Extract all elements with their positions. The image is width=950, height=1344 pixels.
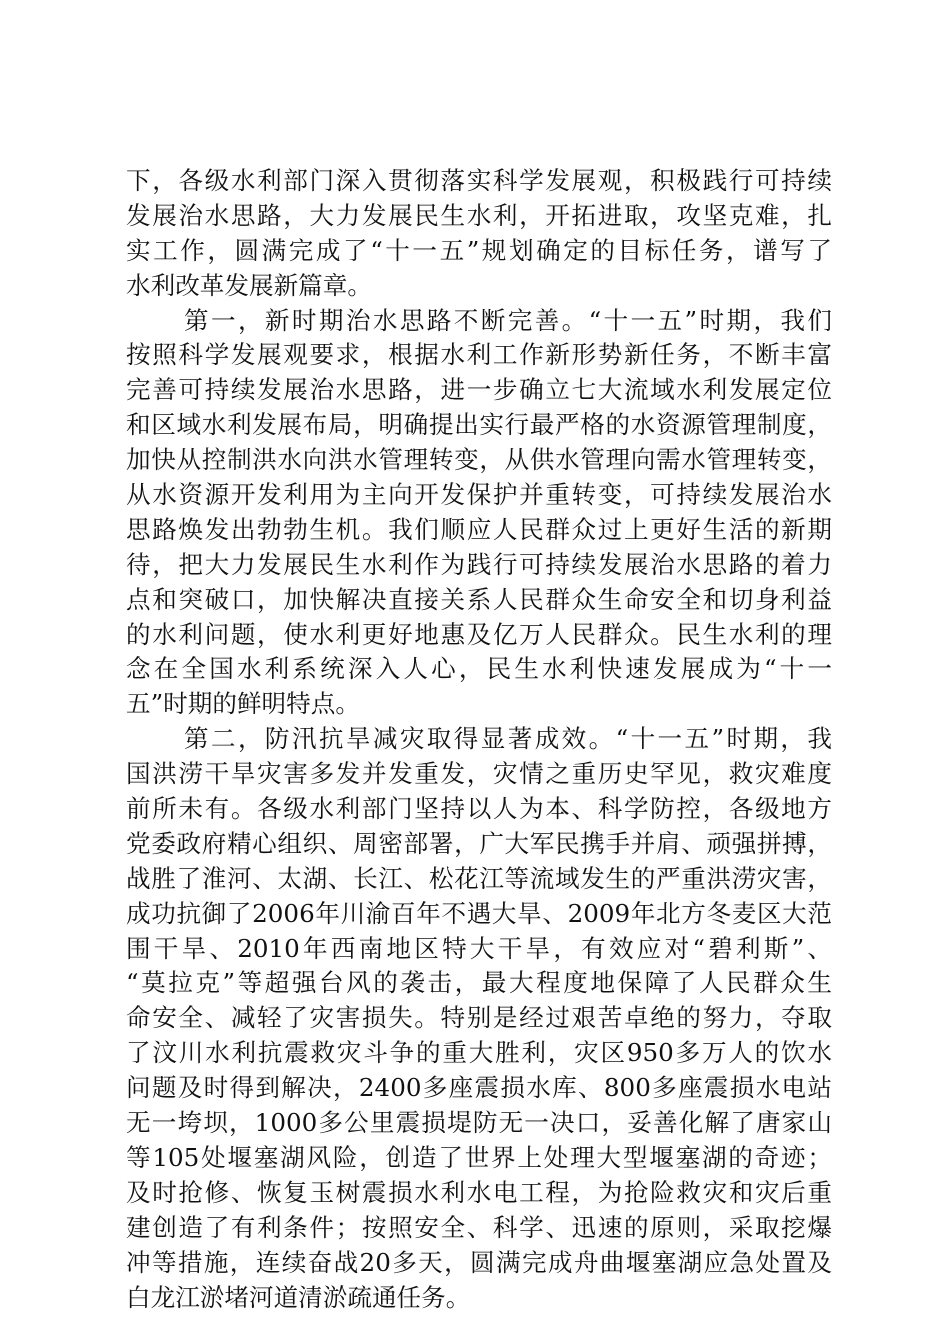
paragraph-2-line: 完善可持续发展治水思路，进一步确立七大流域水利发展定位 — [126, 375, 832, 405]
paragraph-3-line: 党委政府精心组织、周密部署，广大军民携手并肩、顽强拼搏， — [126, 828, 832, 858]
paragraph-3-line: “莫拉克”等超强台风的袭击，最大程度地保障了人民群众生 — [126, 968, 832, 998]
paragraph-3-line: 成功抗御了2006年川渝百年不遇大旱、2009年北方冬麦区大范 — [126, 898, 832, 928]
paragraph-3-line: 白龙江淤堵河道清淤疏通任务。 — [126, 1282, 471, 1312]
body-text — [126, 164, 832, 1315]
paragraph-3-line: 国洪涝干旱灾害多发并发重发，灾情之重历史罕见，救灾难度 — [126, 759, 832, 789]
paragraph-3-line: 围干旱、2010年西南地区特大干旱，有效应对“碧利斯”、 — [126, 933, 832, 963]
paragraph-2-line: 思路焕发出勃勃生机。我们顺应人民群众过上更好生活的新期 — [126, 514, 832, 544]
paragraph-2-line: 按照科学发展观要求，根据水利工作新形势新任务，不断丰富 — [126, 340, 832, 370]
paragraph-3-line: 等105处堰塞湖风险，创造了世界上处理大型堰塞湖的奇迹； — [126, 1142, 832, 1172]
paragraph-1-line: 实工作，圆满完成了“十一五”规划确定的目标任务，谱写了 — [126, 235, 832, 265]
paragraph-3-line: 冲等措施，连续奋战20多天，圆满完成舟曲堰塞湖应急处置及 — [126, 1247, 832, 1277]
paragraph-1-line: 水利改革发展新篇章。 — [126, 270, 372, 300]
paragraph-3-line: 命安全、减轻了灾害损失。特别是经过艰苦卓绝的努力，夺取 — [126, 1003, 832, 1033]
paragraph-3-line: 了汶川水利抗震救灾斗争的重大胜利，灾区950多万人的饮水 — [126, 1038, 832, 1068]
paragraph-2-line: 和区域水利发展布局，明确提出实行最严格的水资源管理制度， — [126, 410, 832, 440]
paragraph-3-line: 建创造了有利条件；按照安全、科学、迅速的原则，采取挖爆 — [126, 1212, 832, 1242]
paragraph-1-line: 下，各级水利部门深入贯彻落实科学发展观，积极践行可持续 — [126, 166, 832, 195]
paragraph-2-line: 待，把大力发展民生水利作为践行可持续发展治水思路的着力 — [126, 549, 832, 579]
paragraph-2-line: 点和突破口，加快解决直接关系人民群众生命安全和切身利益 — [126, 584, 832, 614]
paragraph-3-line: 无一垮坝，1000多公里震损堤防无一决口，妥善化解了唐家山 — [126, 1108, 832, 1138]
paragraph-3-line: 第二，防汛抗旱减灾取得显著成效。“十一五”时期，我 — [184, 724, 832, 754]
paragraph-2-line: 第一，新时期治水思路不断完善。“十一五”时期，我们 — [184, 305, 832, 335]
paragraph-3-line: 问题及时得到解决，2400多座震损水库、800多座震损水电站 — [126, 1073, 832, 1103]
paragraph-2-line: 加快从控制洪水向洪水管理转变，从供水管理向需水管理转变， — [126, 445, 832, 475]
paragraph-2-line: 从水资源开发利用为主向开发保护并重转变，可持续发展治水 — [126, 480, 832, 510]
paragraph-1-line: 发展治水思路，大力发展民生水利，开拓进取，攻坚克难，扎 — [126, 200, 832, 230]
paragraph-2-line: 的水利问题，使水利更好地惠及亿万人民群众。民生水利的理 — [126, 619, 832, 649]
paragraph-2-line: 五”时期的鲜明特点。 — [126, 689, 360, 719]
paragraph-3-line: 及时抢修、恢复玉树震损水利水电工程，为抢险救灾和灾后重 — [126, 1177, 832, 1207]
paragraph-2-line: 念在全国水利系统深入人心，民生水利快速发展成为“十一 — [126, 654, 832, 684]
paragraph-3-line: 战胜了淮河、太湖、长江、松花江等流域发生的严重洪涝灾害， — [126, 863, 832, 893]
paragraph-3-line: 前所未有。各级水利部门坚持以人为本、科学防控，各级地方 — [126, 794, 832, 824]
